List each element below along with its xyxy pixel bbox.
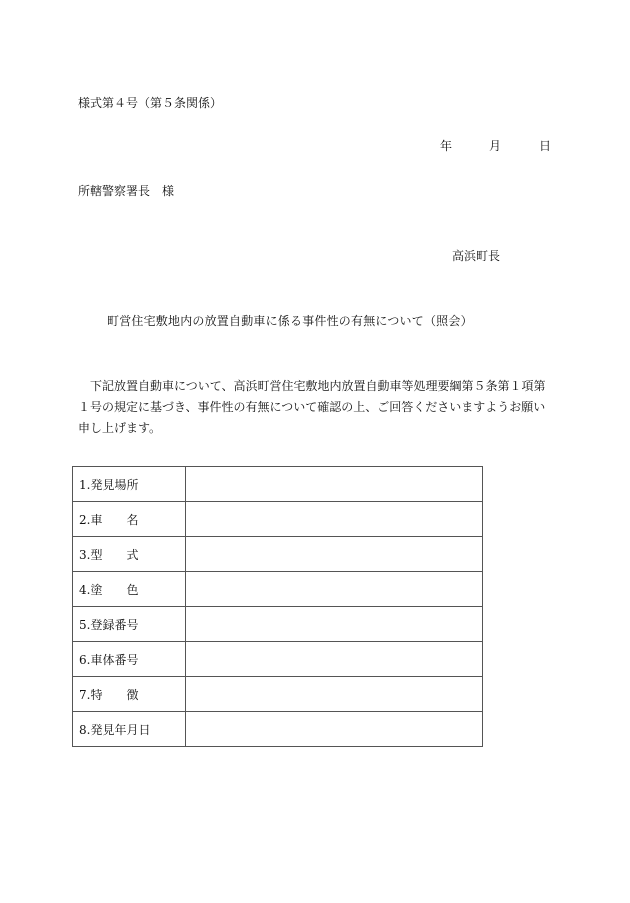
row-label-paint-color: 4.塗 色: [73, 572, 186, 607]
row-value-vehicle-name[interactable]: [185, 502, 482, 537]
table-row: [73, 642, 483, 677]
form-number: 様式第４号（第５条関係）: [78, 96, 223, 110]
date-line: [438, 140, 553, 154]
row-value-registration-number[interactable]: [185, 607, 482, 642]
row-label-chassis-number: 6.車体番号: [73, 642, 186, 677]
row-label-discovery-place: 1.発見場所: [73, 467, 186, 502]
row-value-paint-color[interactable]: [185, 572, 482, 607]
date-year-label: 年: [440, 139, 453, 153]
vehicle-info-table: [72, 466, 483, 747]
row-label-features: 7.特 徴: [73, 677, 186, 712]
table-row: [73, 467, 483, 502]
body-line-3: 申し上げます。: [78, 421, 162, 435]
table-row: [73, 537, 483, 572]
row-label-model: 3.型 式: [73, 537, 186, 572]
row-value-discovery-date[interactable]: [185, 712, 482, 747]
table-row: [73, 607, 483, 642]
row-value-chassis-number[interactable]: [185, 642, 482, 677]
row-value-discovery-place[interactable]: [185, 467, 482, 502]
table-row: [73, 677, 483, 712]
date-month-label: 月: [489, 139, 502, 153]
table-row: [73, 712, 483, 747]
body-line-1: 下記放置自動車について、高浜町営住宅敷地内放置自動車等処理要綱第５条第１項第: [90, 379, 546, 393]
table-row: [73, 572, 483, 607]
document-title: 町営住宅敷地内の放置自動車に係る事件性の有無について（照会）: [107, 314, 473, 328]
date-day-label: 日: [539, 139, 552, 153]
table-row: [73, 502, 483, 537]
body-paragraph: [78, 376, 558, 439]
sender: 高浜町長: [452, 249, 501, 263]
row-label-registration-number: 5.登録番号: [73, 607, 186, 642]
row-value-model[interactable]: [185, 537, 482, 572]
row-label-vehicle-name: 2.車 名: [73, 502, 186, 537]
addressee: 所轄警察署長 様: [78, 184, 175, 198]
body-line-2: １号の規定に基づき、事件性の有無について確認の上、ご回答くださいますようお願い: [78, 400, 546, 414]
row-value-features[interactable]: [185, 677, 482, 712]
row-label-discovery-date: 8.発見年月日: [73, 712, 186, 747]
